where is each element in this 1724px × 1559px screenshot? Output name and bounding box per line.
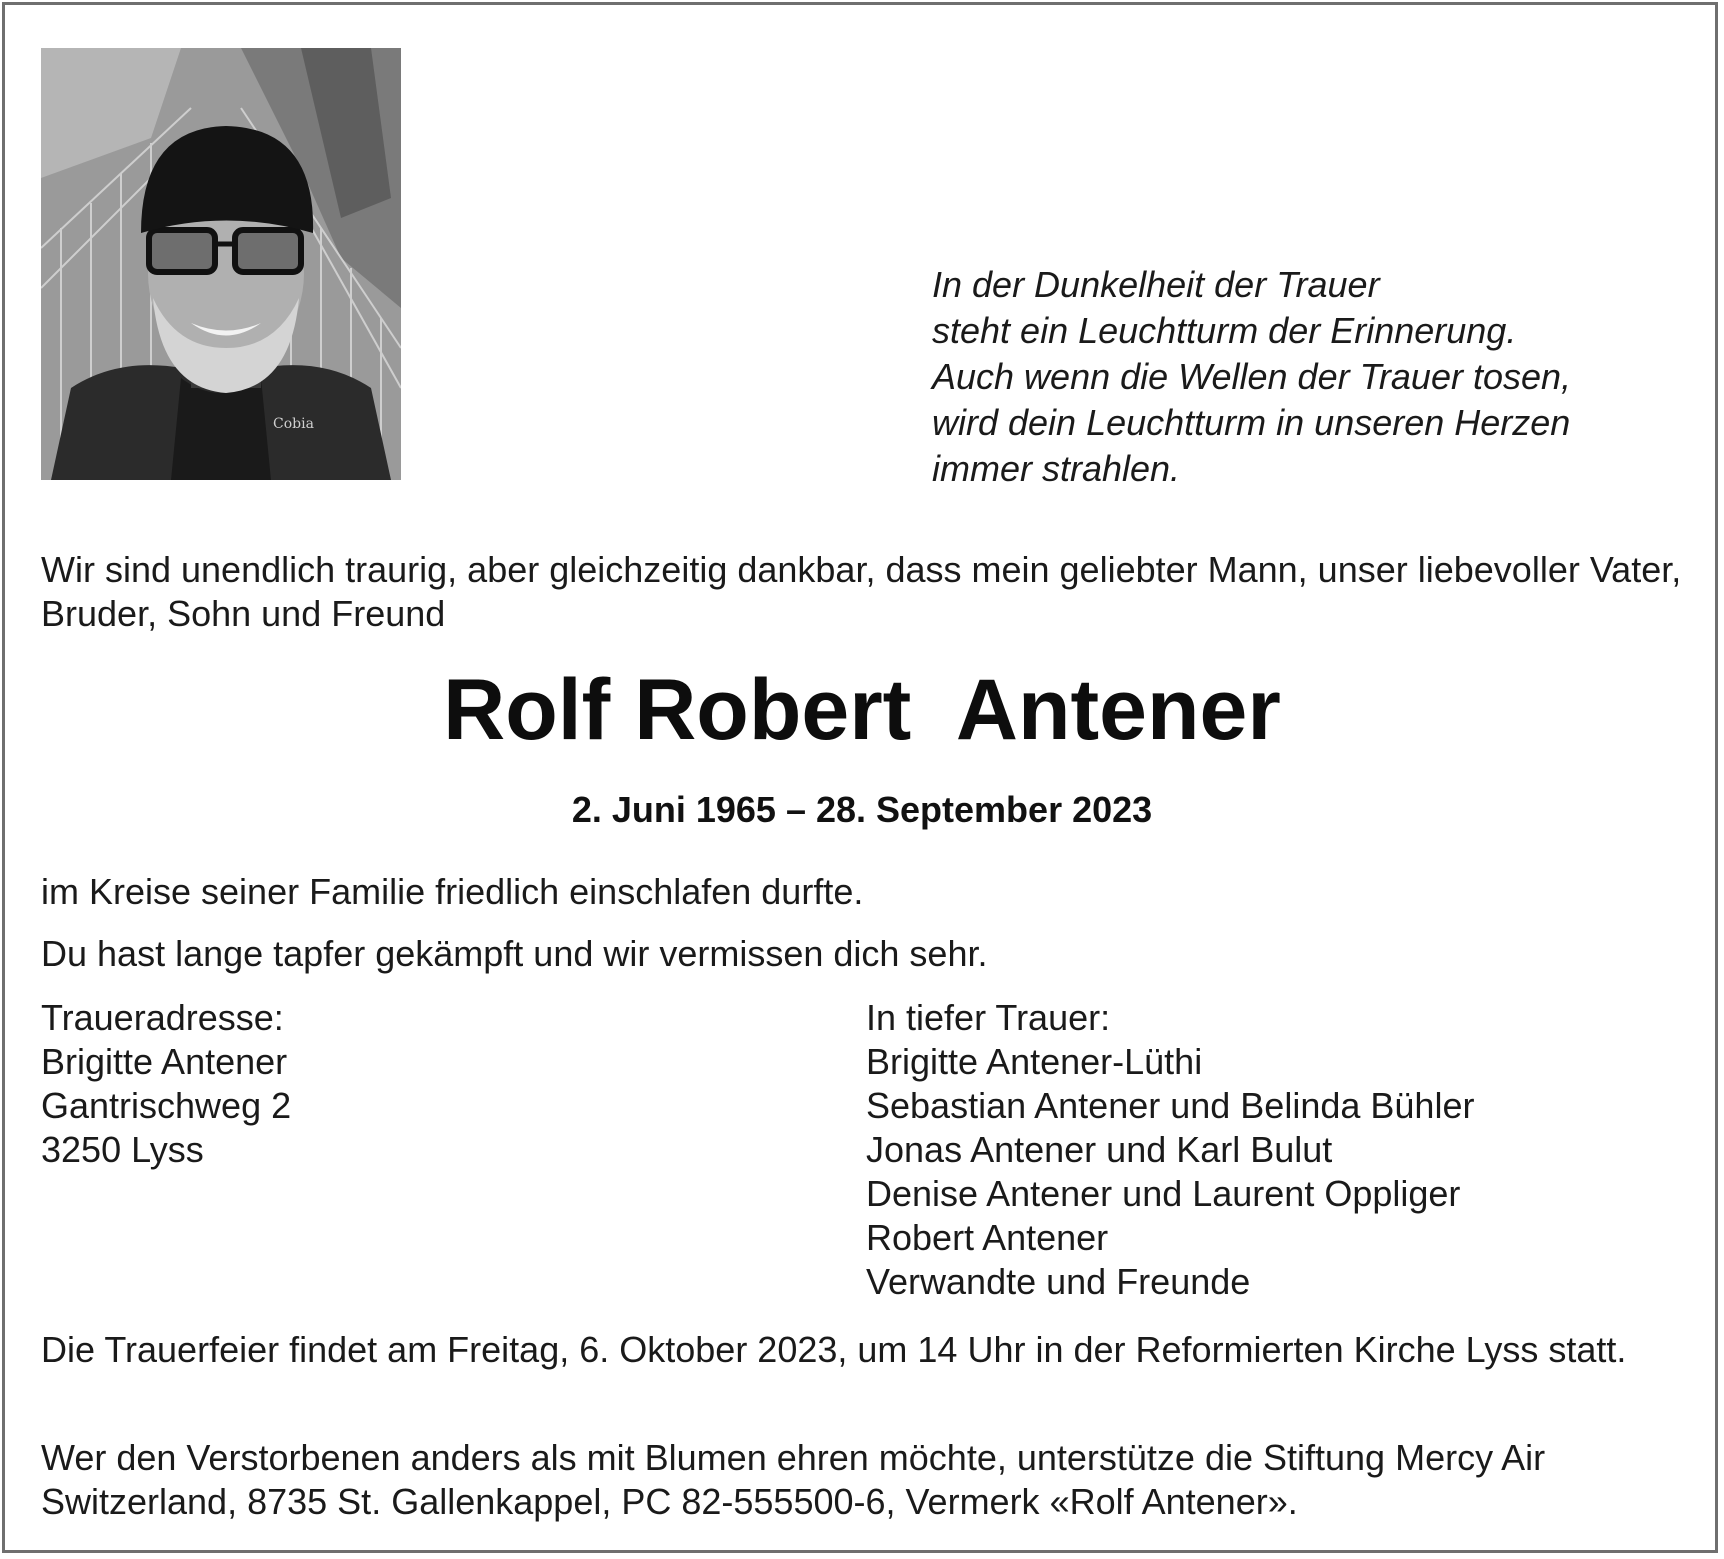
mourner-name: Jonas Antener und Karl Bulut <box>866 1129 1333 1170</box>
poem-line: steht ein Leuchtturm der Erinnerung. <box>932 310 1517 351</box>
portrait-photo <box>41 48 401 480</box>
portrait-image <box>41 48 401 480</box>
poem <box>932 262 1672 492</box>
deceased-name: Rolf Robert Antener <box>443 662 1281 758</box>
address-line: Brigitte Antener <box>41 1041 288 1082</box>
body-line-1: im Kreise seiner Familie friedlich einschlafen durfte. <box>41 871 864 912</box>
intro-text: Wir sind unendlich traurig, aber gleichzeitig dankbar, dass mein geliebter Mann, unser liebevoller Vater, Bruder, Sohn und Freund <box>41 549 1682 634</box>
address-line: Gantrischweg 2 <box>41 1085 292 1126</box>
mourners-heading: In tiefer Trauer: <box>866 997 1111 1038</box>
poem-line: Auch wenn die Wellen der Trauer tosen, <box>932 356 1572 397</box>
address-heading: Traueradresse: <box>41 997 284 1038</box>
poem-line: In der Dunkelheit der Trauer <box>932 264 1380 305</box>
mourner-name: Verwandte und Freunde <box>866 1261 1251 1302</box>
mourner-name: Denise Antener und Laurent Oppliger <box>866 1173 1461 1214</box>
poem-line: immer strahlen. <box>932 448 1181 489</box>
mourners-list <box>866 996 1666 1304</box>
mourning-address <box>41 996 841 1172</box>
mourner-name: Sebastian Antener und Belinda Bühler <box>866 1085 1475 1126</box>
funeral-service-notice: Die Trauerfeier findet am Freitag, 6. Oktober 2023, um 14 Uhr in der Reformierten Kirche Lyss statt. <box>41 1329 1627 1370</box>
mourner-name: Robert Antener <box>866 1217 1109 1258</box>
mourner-name: Brigitte Antener-Lüthi <box>866 1041 1203 1082</box>
donation-notice: Wer den Verstorbenen anders als mit Blumen ehren möchte, unterstütze die Stiftung Mercy Air Switzerland, 8735 St. Gallenkappel, PC 82-555500-6, Vermerk «Rolf Antener». <box>41 1437 1546 1522</box>
address-line: 3250 Lyss <box>41 1129 204 1170</box>
jacket-logo: Cobia <box>273 416 314 432</box>
body-line-2: Du hast lange tapfer gekämpft und wir vermissen dich sehr. <box>41 933 988 974</box>
life-dates: 2. Juni 1965 – 28. September 2023 <box>571 789 1153 830</box>
poem-line: wird dein Leuchtturm in unseren Herzen <box>932 402 1571 443</box>
